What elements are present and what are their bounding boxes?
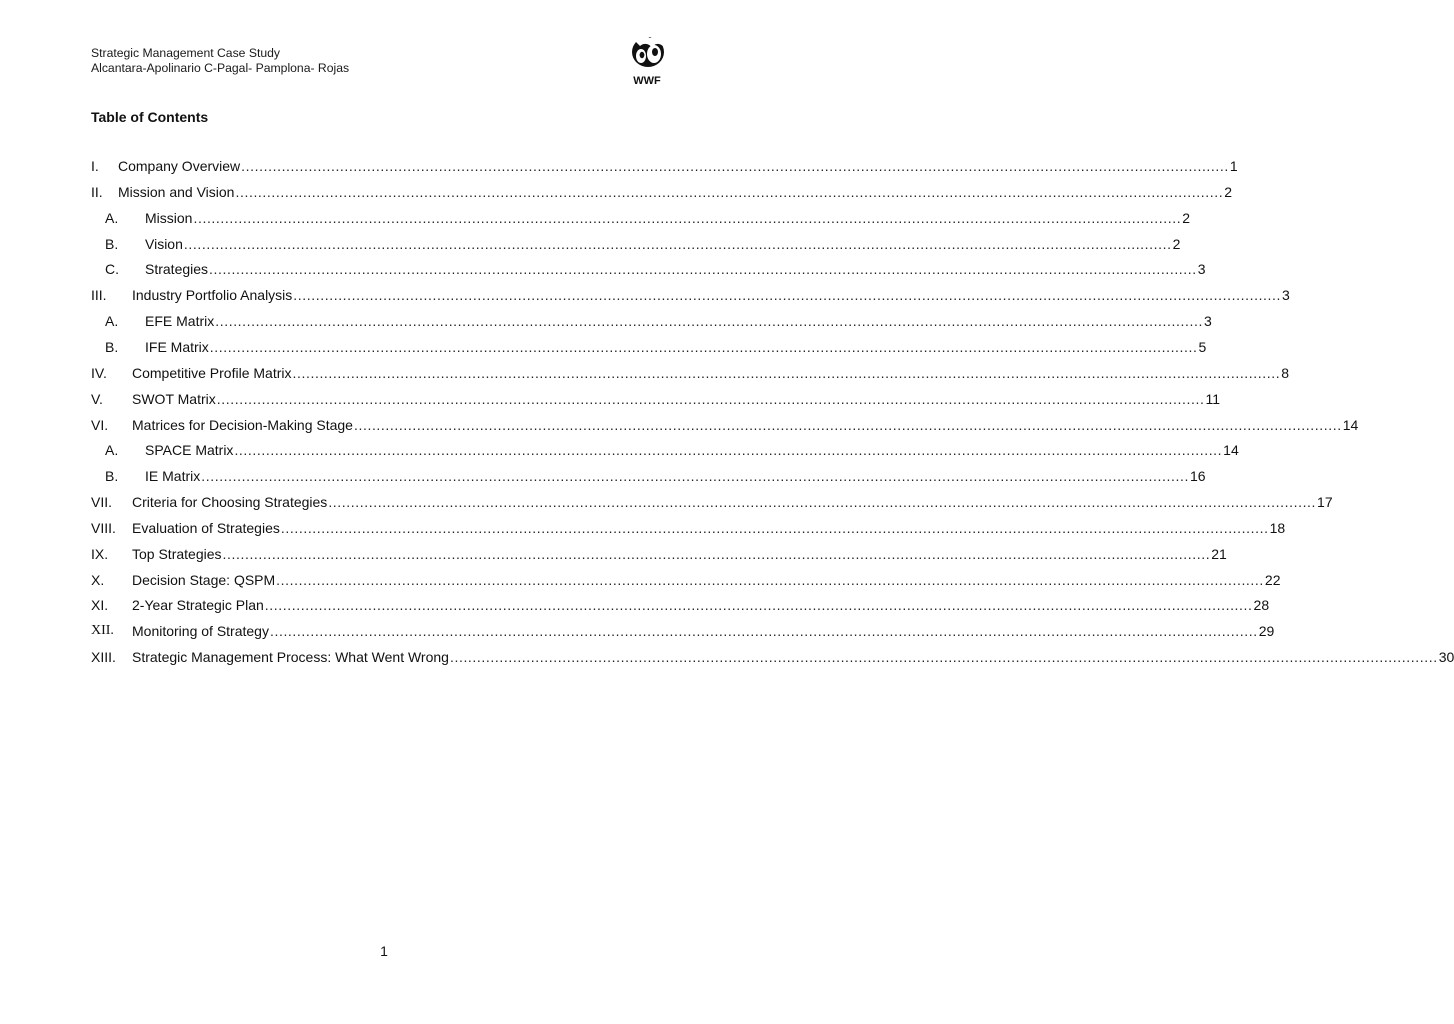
toc-entry-label: Strategic Management Process: What Went Wrong xyxy=(132,649,449,666)
toc-entry-page: 16 xyxy=(1189,468,1206,485)
toc-entry-label: Vision xyxy=(145,235,183,252)
toc-entry-label: 2-Year Strategic Plan xyxy=(132,597,264,614)
toc-leader-dots: ............................................................................................................................................................................................................................ xyxy=(222,545,1211,562)
toc-entry-label: Criteria for Choosing Strategies xyxy=(132,494,328,511)
toc-entry-number: A. xyxy=(105,209,119,226)
toc-entry[interactable] xyxy=(91,595,1270,615)
toc-entry-page: 28 xyxy=(1253,597,1270,614)
toc-leader-dots: ............................................................................................................................................................................................................................ xyxy=(328,494,1317,511)
toc-entry-label: Monitoring of Strategy xyxy=(132,623,269,640)
toc-entry-page: 3 xyxy=(1203,313,1212,330)
toc-entry-label: Top Strategies xyxy=(132,545,222,562)
toc-leader-dots: ............................................................................................................................................................................................................................ xyxy=(201,468,1189,485)
header-title: Strategic Management Case Study xyxy=(91,46,281,60)
toc-entry-label: Mission xyxy=(145,209,193,226)
toc-entry[interactable] xyxy=(91,285,1290,305)
toc-entry[interactable] xyxy=(91,466,1206,486)
toc-entry-number: XII. xyxy=(91,623,114,639)
toc-entry-number: XI. xyxy=(91,597,109,614)
toc-entry-page: 18 xyxy=(1269,519,1286,536)
toc-entry-number: B. xyxy=(105,235,119,252)
toc-entry-page: 21 xyxy=(1211,545,1227,562)
toc-entry-label: Evaluation of Strategies xyxy=(132,519,280,536)
toc-entry[interactable] xyxy=(91,234,1181,254)
toc-entry[interactable] xyxy=(91,363,1290,383)
toc-entry-label: Industry Portfolio Analysis xyxy=(132,287,293,304)
logo-wordmark: WWF xyxy=(633,75,661,87)
toc-leader-dots: ............................................................................................................................................................................................................................ xyxy=(241,158,1229,174)
toc-entry-number: IX. xyxy=(91,545,109,562)
toc-entry[interactable] xyxy=(91,208,1190,228)
toc-leader-dots: ............................................................................................................................................................................................................................ xyxy=(353,416,1342,433)
toc-entry-page: 3 xyxy=(1282,287,1290,304)
toc-entry-page: 14 xyxy=(1342,416,1359,433)
toc-leader-dots: ............................................................................................................................................................................................................................ xyxy=(292,364,1281,381)
toc-entry[interactable] xyxy=(91,492,1333,512)
toc-entry-page: 1 xyxy=(1229,158,1238,174)
toc-title: Table of Contents xyxy=(91,109,209,125)
toc-entry-label: SPACE Matrix xyxy=(145,442,234,459)
toc-entry-label: IE Matrix xyxy=(145,468,201,485)
toc-entry-label: SWOT Matrix xyxy=(132,390,216,407)
toc-entry-page: 29 xyxy=(1258,623,1275,640)
toc-leader-dots: ............................................................................................................................................................................................................................ xyxy=(209,261,1197,278)
toc-entry-page: 30 xyxy=(1438,649,1454,666)
toc-entry-page: 2 xyxy=(1224,183,1233,200)
toc-entry-label: Competitive Profile Matrix xyxy=(132,364,292,381)
toc-entry[interactable] xyxy=(91,570,1281,590)
toc-entry-label: Strategies xyxy=(145,261,209,278)
toc-entry-number: B. xyxy=(105,468,119,485)
toc-entry[interactable] xyxy=(91,182,1233,202)
toc-leader-dots: ............................................................................................................................................................................................................................ xyxy=(264,597,1253,614)
toc-entry-number: I. xyxy=(91,158,99,174)
toc-entry-page: 17 xyxy=(1317,494,1333,511)
toc-entry[interactable] xyxy=(91,621,1275,641)
toc-leader-dots: ............................................................................................................................................................................................................................ xyxy=(269,623,1258,640)
toc-entry-label: EFE Matrix xyxy=(145,313,215,330)
toc-entry-label: Decision Stage: QSPM xyxy=(132,571,276,588)
toc-leader-dots: ............................................................................................................................................................................................................................ xyxy=(234,442,1223,459)
toc-entry[interactable] xyxy=(91,440,1239,460)
toc-leader-dots: ............................................................................................................................................................................................................................ xyxy=(235,183,1224,200)
toc-entry[interactable] xyxy=(91,389,1221,409)
toc-entry-number: XIII. xyxy=(91,649,116,666)
toc-entry-page: 22 xyxy=(1264,571,1281,588)
toc-entry-page: 3 xyxy=(1197,261,1206,278)
toc-entry[interactable] xyxy=(91,647,1454,667)
toc-entry-label: Company Overview xyxy=(118,158,241,174)
toc-entry-page: 11 xyxy=(1205,390,1221,407)
toc-entry-label: IFE Matrix xyxy=(145,338,209,355)
toc-leader-dots: ............................................................................................................................................................................................................................ xyxy=(183,235,1172,252)
toc-entry-number: II. xyxy=(91,183,103,200)
toc-leader-dots: ............................................................................................................................................................................................................................ xyxy=(216,390,1205,407)
toc-leader-dots: ............................................................................................................................................................................................................................ xyxy=(449,649,1438,666)
toc-entry[interactable] xyxy=(91,518,1286,538)
toc-entry-number: III. xyxy=(91,287,107,304)
toc-leader-dots: ............................................................................................................................................................................................................................ xyxy=(276,571,1264,588)
toc-entry-page: 2 xyxy=(1172,235,1181,252)
page-number: 1 xyxy=(380,943,388,959)
toc-entry-number: VII. xyxy=(91,494,113,511)
toc-entry[interactable] xyxy=(91,259,1206,279)
toc-entry-label: Matrices for Decision-Making Stage xyxy=(132,416,353,433)
toc-entry[interactable] xyxy=(91,337,1207,357)
toc-entry[interactable] xyxy=(91,311,1212,331)
toc-entry-number: B. xyxy=(105,338,119,355)
wwf-panda-logo xyxy=(624,32,670,88)
toc-entry-page: 5 xyxy=(1198,338,1207,355)
toc-entry-page: 2 xyxy=(1182,209,1190,226)
toc-leader-dots: ............................................................................................................................................................................................................................ xyxy=(215,313,1203,330)
toc-entry-number: A. xyxy=(105,442,119,459)
toc-entry-number: VI. xyxy=(91,416,109,433)
toc-entry-number: IV. xyxy=(91,364,107,381)
toc-entry-number: X. xyxy=(91,571,105,588)
toc-entry[interactable] xyxy=(91,415,1359,435)
toc-entry[interactable] xyxy=(91,544,1227,564)
toc-entry-number: V. xyxy=(91,390,103,407)
toc-entry-number: VIII. xyxy=(91,519,116,536)
toc-leader-dots: ............................................................................................................................................................................................................................ xyxy=(209,338,1198,355)
toc-entry[interactable] xyxy=(91,156,1238,176)
toc-entry-page: 8 xyxy=(1281,364,1290,381)
toc-entry-page: 14 xyxy=(1223,442,1239,459)
toc-leader-dots: ............................................................................................................................................................................................................................ xyxy=(193,209,1182,226)
toc-leader-dots: ............................................................................................................................................................................................................................ xyxy=(293,287,1282,304)
toc-entry-label: Mission and Vision xyxy=(118,183,235,200)
header-authors: Alcantara-Apolinario C-Pagal- Pamplona- Rojas xyxy=(91,61,350,75)
toc-entry-number: A. xyxy=(105,313,119,330)
toc-leader-dots: ............................................................................................................................................................................................................................ xyxy=(280,519,1269,536)
toc-entry-number: C. xyxy=(105,261,119,278)
